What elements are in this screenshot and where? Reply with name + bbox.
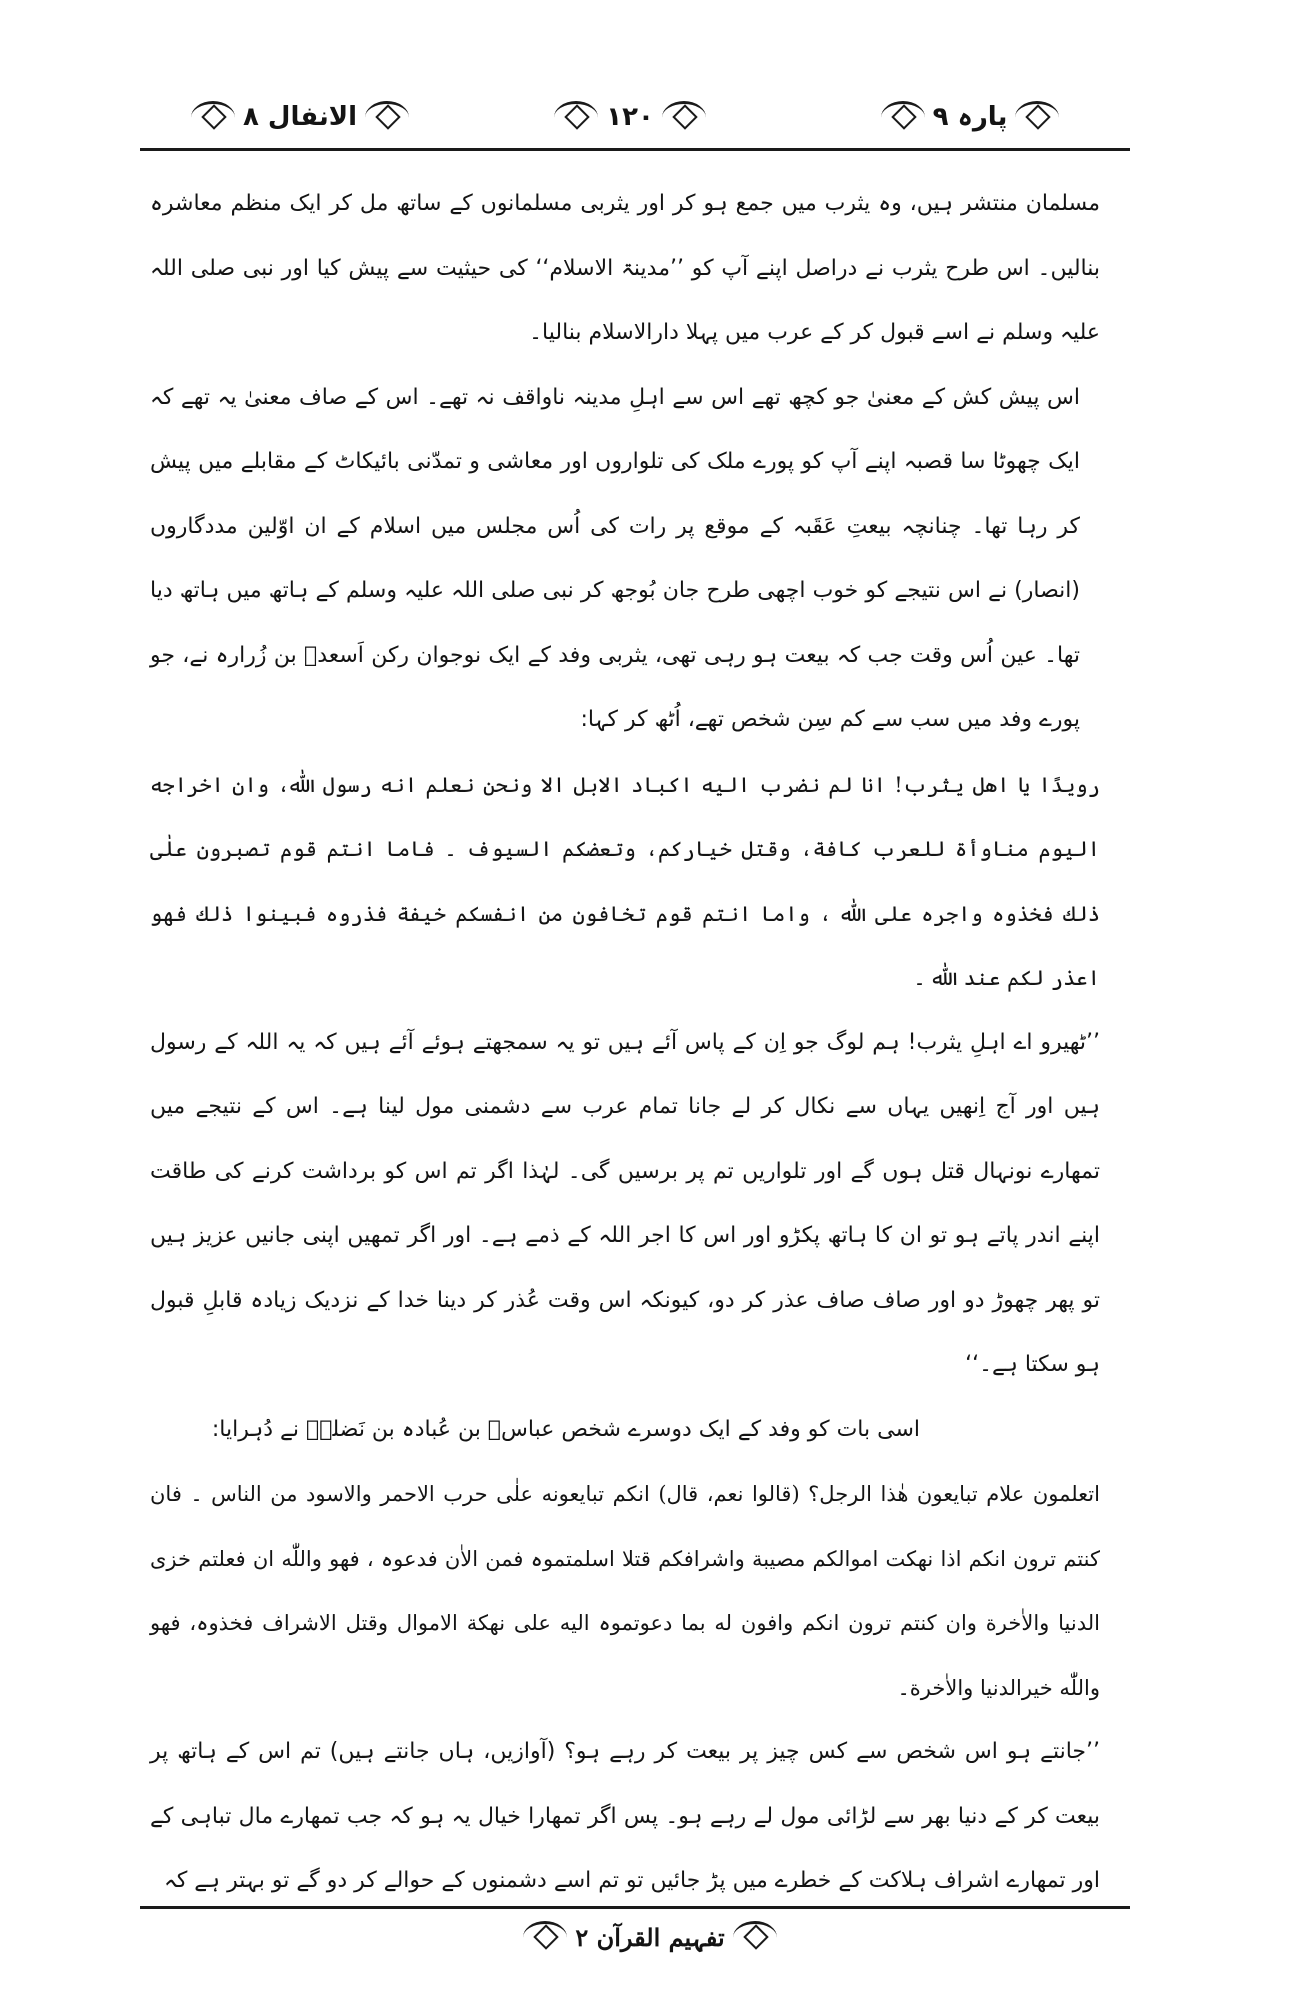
ornament-icon <box>365 101 409 134</box>
surah-label-box <box>150 94 450 140</box>
ornament-icon <box>881 101 925 134</box>
ornament-icon <box>523 1921 567 1954</box>
ornament-icon <box>733 1921 777 1954</box>
page-body <box>150 172 1100 1914</box>
page-number: ۱۲۰ <box>606 102 654 132</box>
para-label: پارہ ۹ <box>932 102 1008 132</box>
ornament-icon <box>554 101 598 134</box>
page-number-box <box>520 94 740 140</box>
ornament-icon <box>662 101 706 134</box>
arabic-quote: اتعلمون علام تبایعون ھٰذا الرجل؟ (قالوا نعم، قال) انکم تبایعونه علٰی حرب الاحمر والاسود من الناس ۔ فان کنتم ترون انکم اذا نھکت اموالکم مصیبة واشرافکم قتلا اسلمتموہ فمن الاٰن فدعوہ ، فھو واللّٰه ان فعلتم خزی الدنیا والاٰخرة وان کنتم ترون انکم وافون له بما دعوتموہ الیه علی نھکة الاموال وقتل الاشراف فخذوہ، فھو واللّٰه خیرالدنیا والاٰخرة۔ <box>150 1482 1100 1700</box>
translation-quote: ’’جانتے ہو اس شخص سے کس چیز پر بیعت کر رہے ہو؟ (آوازیں، ہاں جانتے ہیں) تم اس کے ہاتھ پر بیعت کر کے دنیا بھر سے لڑائی مول لے رہے ہو۔ پس اگر تمھارا خیال یہ ہو کہ جب تمھارے مال تباہی کے اور تمھارے اشراف ہلاکت کے خطرے میں پڑ جائیں تو تم اسے دشمنوں کے حوالے کر دو گے تو بہتر ہے کہ <box>150 1739 1100 1893</box>
ornament-icon <box>191 101 235 134</box>
paragraph: مسلمان منتشر ہیں، وہ یثرب میں جمع ہو کر اور یثربی مسلمانوں کے ساتھ مل کر ایک منظم معاشرہ بنالیں۔ اس طرح یثرب نے دراصل اپنے آپ کو ’’مدینۃ الاسلام‘‘ کی حیثیت سے پیش کیا اور نبی صلی اللہ علیہ وسلم نے اسے قبول کر کے عرب میں پہلا دارالاسلام بنالیا۔ <box>150 191 1100 345</box>
header-divider <box>140 148 1130 151</box>
paragraph: اسی بات کو وفد کے ایک دوسرے شخص عباسؓ بن عُبادہ بن نَضلہؓ نے دُہرایا: <box>211 1416 920 1442</box>
footer-divider <box>140 1906 1130 1909</box>
page-footer <box>0 1912 1300 1962</box>
page-header <box>130 88 1130 148</box>
arabic-quote: رویدًا یا اھل یثرب! انا لم نضرب الیه اکباد الابل الا ونحن نعلم انه رسول اللّٰه، وان اخراجه الیوم مناوأة للعرب کافة، وقتل خیارکم، وتعضکم السیوف ۔ فاما انتم قوم تصبرون علٰی ذٰلك فخذوه واجره علی اللّٰه ، واما انتم قوم تخافون من انفسکم خیفة فذروه فبینوا ذٰلك فھو اعذر لکم عند اللّٰه ۔ <box>150 772 1100 990</box>
paragraph: اس پیش کش کے معنیٰ جو کچھ تھے اس سے اہلِ مدینہ ناواقف نہ تھے۔ اس کے صاف معنیٰ یہ تھے کہ ایک چھوٹا سا قصبہ اپنے آپ کو پورے ملک کی تلواروں اور معاشی و تمدّنی بائیکاٹ کے مقابلے میں پیش کر رہا تھا۔ چنانچہ بیعتِ عَقَبہ کے موقع پر رات کی اُس مجلس میں اسلام کے ان اوّلین مددگاروں (انصار) نے اس نتیجے کو خوب اچھی طرح جان بُوجھ کر نبی صلی اللہ علیہ وسلم کے ہاتھ میں ہاتھ دیا تھا۔ عین اُس وقت جب کہ بیعت ہو رہی تھی، یثربی وفد کے ایک نوجوان رکن اَسعدؓ بن زُرارہ نے، جو پورے وفد میں سب سے کم سِن شخص تھے، اُٹھ کر کہا: <box>150 384 1080 732</box>
surah-label: الانفال ۸ <box>243 102 357 132</box>
book-title: تفہیم القرآن ۲ <box>575 1922 725 1952</box>
translation-quote: ’’ٹھیرو اے اہلِ یثرب! ہم لوگ جو اِن کے پاس آئے ہیں تو یہ سمجھتے ہوئے آئے ہیں کہ یہ اللہ کے رسول ہیں اور آج اِنھیں یہاں سے نکال کر لے جانا تمام عرب سے دشمنی مول لینا ہے۔ اس کے نتیجے میں تمھارے نونہال قتل ہوں گے اور تلواریں تم پر برسیں گی۔ لہٰذا اگر تم اس کو برداشت کرنے کی طاقت اپنے اندر پاتے ہو تو ان کا ہاتھ پکڑو اور اس کا اجر اللہ کے ذمے ہے۔ اور اگر تمھیں اپنی جانیں عزیز ہیں تو پھر چھوڑ دو اور صاف صاف عذر کر دو، کیونکہ اس وقت عُذر کر دینا خدا کے نزدیک زیادہ قابلِ قبول ہو سکتا ہے۔‘‘ <box>150 1029 1100 1377</box>
ornament-icon <box>1015 101 1059 134</box>
para-label-box <box>820 94 1120 140</box>
